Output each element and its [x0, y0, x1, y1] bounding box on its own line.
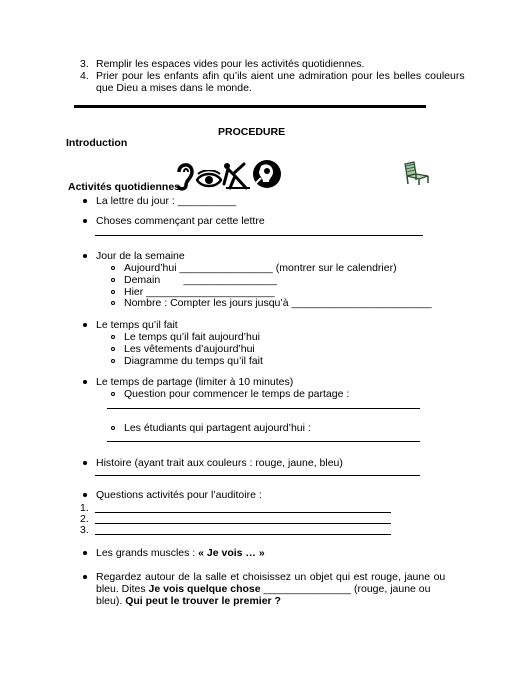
list-item: Regardez autour de la salle et choisissez un objet qui est rouge, jaune ou [96, 571, 446, 583]
sub-bullet [111, 278, 115, 282]
list-item: Le temps qu’il fait [96, 319, 178, 331]
section-divider [74, 105, 426, 108]
bullet [83, 254, 87, 258]
list-item: La lettre du jour : __________ [96, 195, 237, 207]
sub-bullet [111, 359, 115, 363]
bullet [83, 461, 87, 465]
sub-item: Hier ______________________ [124, 286, 275, 298]
blank-line [95, 534, 391, 535]
sub-bullet [111, 290, 115, 294]
ear-icon [174, 160, 196, 192]
objective-text: Remplir les espaces vides pour les activités quotidiennes. [96, 58, 365, 70]
activites-heading: Activités quotidiennes [68, 181, 181, 193]
bullet [83, 199, 87, 203]
question-number: 2. [80, 513, 89, 525]
introduction-heading: Introduction [66, 137, 128, 149]
sub-bullet [111, 335, 115, 339]
objective-number: 3. [80, 58, 89, 70]
sub-item: Les vêtements d’aujourd’hui [124, 343, 255, 355]
list-item: Choses commençant par cette lettre [96, 215, 265, 227]
question-number: 1. [80, 502, 89, 514]
head-thinking-icon [251, 158, 281, 190]
sub-bullet [111, 392, 115, 396]
list-item: Jour de la semaine [96, 250, 185, 262]
bullet [83, 551, 87, 555]
list-item: Les grands muscles : « Je vois … » [96, 547, 265, 559]
eye-icon [196, 170, 222, 190]
objective-text: que Dieu a mises dans le monde. [96, 82, 252, 94]
sub-bullet [111, 301, 115, 305]
sub-item: Demain ________________ [124, 274, 277, 286]
stretching-person-icon [222, 162, 252, 190]
bullet [83, 575, 87, 579]
green-chair-icon [402, 160, 432, 186]
sub-item: Le temps qu’il fait aujourd’hui [124, 331, 260, 343]
list-item: Questions activités pour l’auditoire : [96, 489, 262, 501]
list-item: Histoire (ayant trait aux couleurs : rouge, jaune, bleu) [96, 457, 343, 469]
blank-line [107, 441, 420, 442]
sub-item: Diagramme du temps qu’il fait [124, 355, 263, 367]
bullet [83, 323, 87, 327]
sub-item: Nombre : Compter les jours jusqu’à ________________________ [124, 297, 432, 309]
question-number: 3. [80, 524, 89, 536]
objective-text: Prier pour les enfants afin qu’ils aient une admiration pour les belles couleurs [96, 70, 465, 82]
sub-item: Aujourd’hui ________________ (montrer sur le calendrier) [124, 262, 397, 274]
list-item-continued: bleu. Dites Je vois quelque chose _______________ (rouge, jaune ou [96, 583, 431, 595]
bullet [83, 493, 87, 497]
sub-bullet [111, 347, 115, 351]
sub-bullet [111, 426, 115, 430]
blank-line [95, 475, 420, 476]
objective-number: 4. [80, 70, 89, 82]
procedure-title: PROCEDURE [218, 126, 286, 138]
list-item-continued: bleu). Qui peut le trouver le premier ? [96, 595, 281, 607]
bullet [83, 380, 87, 384]
sub-item: Question pour commencer le temps de partage : [124, 388, 350, 400]
blank-line [95, 512, 391, 513]
list-item: Le temps de partage (limiter à 10 minutes) [96, 376, 294, 388]
blank-line [95, 235, 423, 236]
blank-line [107, 408, 420, 409]
blank-line [95, 523, 391, 524]
sub-bullet [111, 266, 115, 270]
bullet [83, 219, 87, 223]
sub-item: Les étudiants qui partagent aujourd’hui : [124, 422, 311, 434]
